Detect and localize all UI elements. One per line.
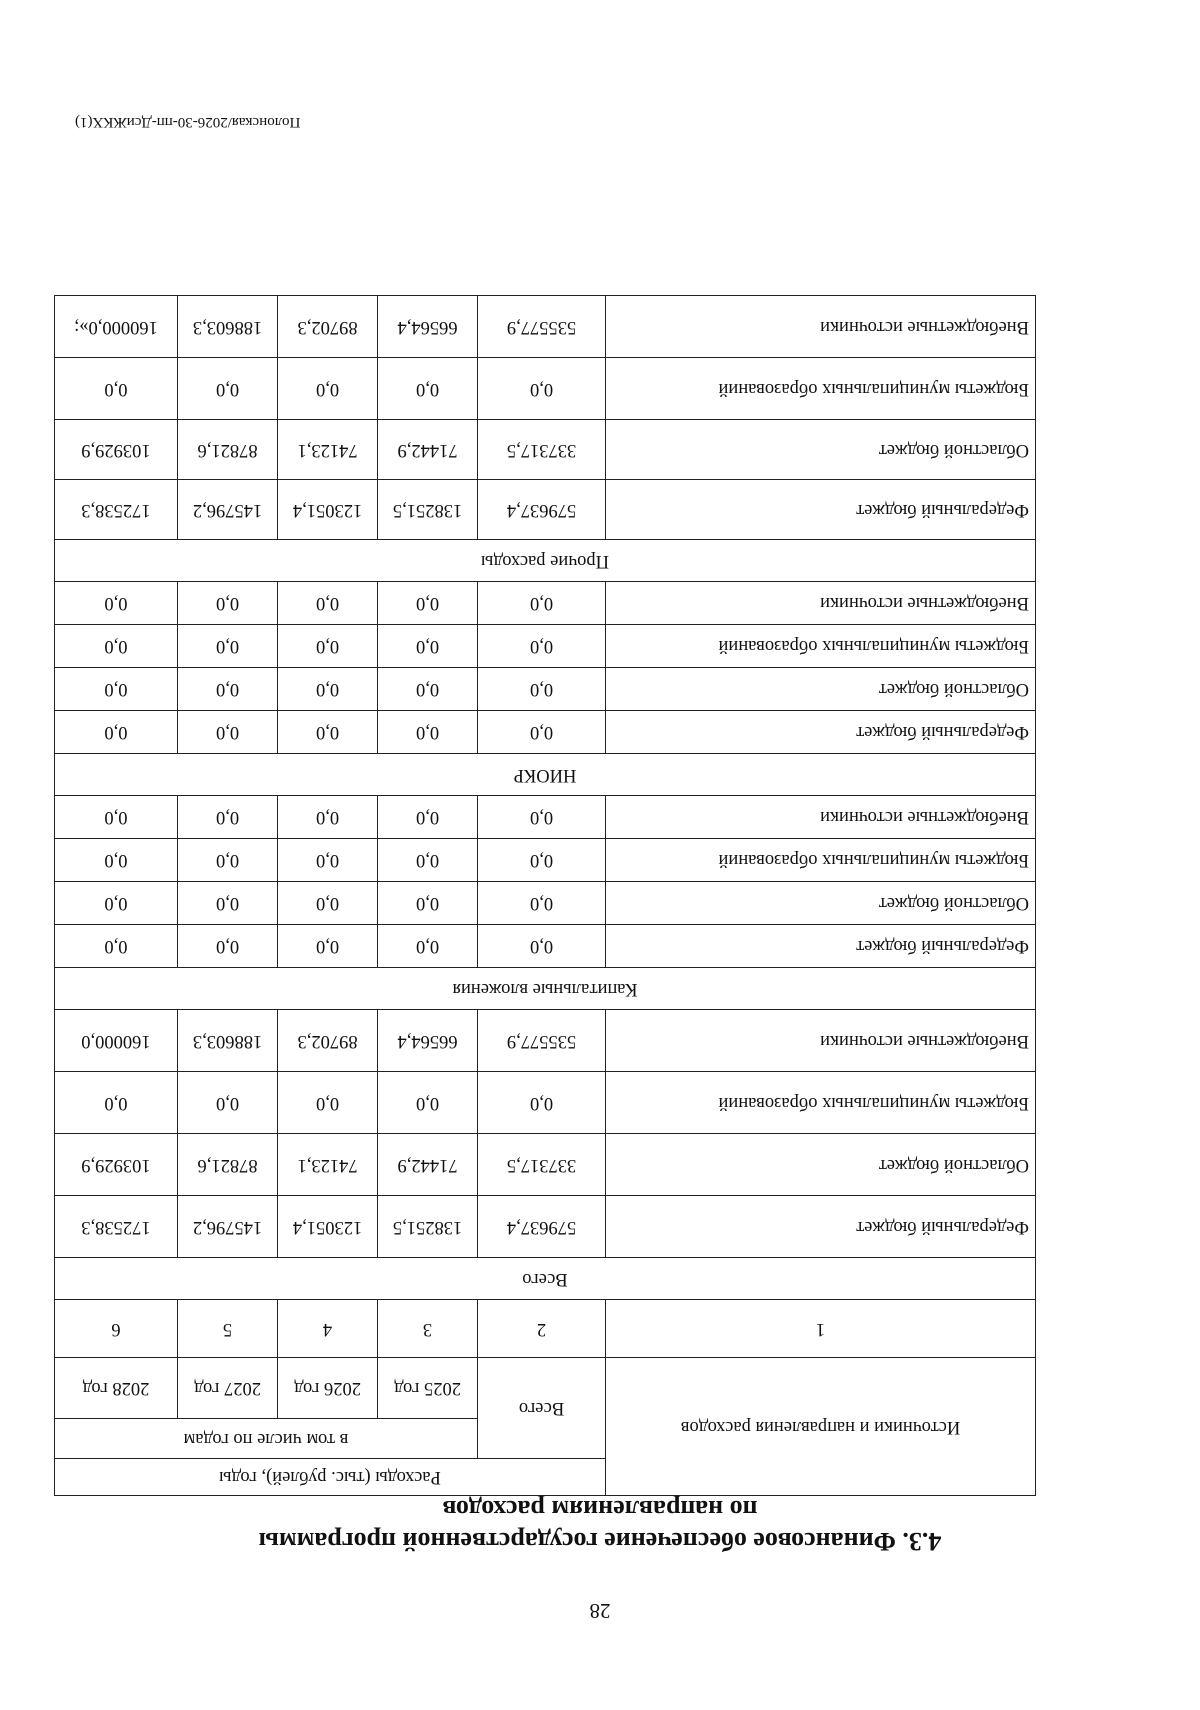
value-cell: 0,0 bbox=[378, 925, 478, 968]
value-cell: 0,0 bbox=[54, 711, 177, 754]
value-cell: 0,0 bbox=[278, 711, 378, 754]
value-cell: 0,0 bbox=[178, 358, 278, 420]
value-cell: 0,0 bbox=[54, 668, 177, 711]
value-cell: 145796,2 bbox=[178, 480, 278, 540]
column-number: 6 bbox=[54, 1300, 177, 1358]
value-cell: 0,0 bbox=[278, 882, 378, 925]
value-cell: 0,0 bbox=[378, 358, 478, 420]
value-cell: 0,0 bbox=[278, 839, 378, 882]
row-label: Внебюджетные источники bbox=[606, 582, 1036, 625]
table-row bbox=[54, 1010, 1035, 1072]
value-cell: 160000,0»; bbox=[54, 296, 177, 358]
value-cell: 188603,3 bbox=[178, 1010, 278, 1072]
value-cell: 0,0 bbox=[378, 711, 478, 754]
value-cell: 0,0 bbox=[378, 839, 478, 882]
table-row bbox=[54, 480, 1035, 540]
value-cell: 0,0 bbox=[54, 582, 177, 625]
row-label: Федеральный бюджет bbox=[606, 480, 1036, 540]
value-cell: 66564,4 bbox=[378, 1010, 478, 1072]
section-title-line-1: 4.3. Финансовое обеспечение государственной программы bbox=[258, 1527, 942, 1556]
value-cell: 0,0 bbox=[178, 668, 278, 711]
value-cell: 0,0 bbox=[378, 1072, 478, 1134]
value-cell: 138251,5 bbox=[378, 1196, 478, 1258]
value-cell: 0,0 bbox=[178, 711, 278, 754]
value-cell: 87821,6 bbox=[178, 420, 278, 480]
value-cell: 103929,9 bbox=[54, 420, 177, 480]
row-label: Областной бюджет bbox=[606, 1134, 1036, 1196]
value-cell: 579637,4 bbox=[478, 480, 606, 540]
value-cell: 0,0 bbox=[54, 925, 177, 968]
value-cell: 0,0 bbox=[278, 925, 378, 968]
value-cell: 0,0 bbox=[278, 358, 378, 420]
value-cell: 0,0 bbox=[54, 796, 177, 839]
row-label: Федеральный бюджет bbox=[606, 925, 1036, 968]
row-label: Внебюджетные источники bbox=[606, 796, 1036, 839]
row-label: Внебюджетные источники bbox=[606, 1010, 1036, 1072]
header-year: 2026 год bbox=[278, 1358, 378, 1419]
header-sources: Источники и направления расходов bbox=[606, 1358, 1036, 1496]
value-cell: 0,0 bbox=[178, 796, 278, 839]
section-row bbox=[54, 968, 1035, 1010]
row-label: Внебюджетные источники bbox=[606, 296, 1036, 358]
value-cell: 172538,3 bbox=[54, 480, 177, 540]
header-total: Всего bbox=[478, 1358, 606, 1459]
table-row bbox=[54, 796, 1035, 839]
financing-table bbox=[54, 295, 1036, 1496]
value-cell: 71442,9 bbox=[378, 1134, 478, 1196]
section-row bbox=[54, 754, 1035, 796]
value-cell: 0,0 bbox=[178, 625, 278, 668]
value-cell: 0,0 bbox=[178, 582, 278, 625]
table-row bbox=[54, 668, 1035, 711]
header-year: 2028 год bbox=[54, 1358, 177, 1419]
table-row bbox=[54, 296, 1035, 358]
value-cell: 188603,3 bbox=[178, 296, 278, 358]
value-cell: 535577,9 bbox=[478, 296, 606, 358]
value-cell: 172538,3 bbox=[54, 1196, 177, 1258]
header-year: 2027 год bbox=[178, 1358, 278, 1419]
document-code: Полонская/2026-30-пп-ДсиЖКХ(1) bbox=[75, 114, 301, 130]
row-label: Бюджеты муниципальных образований bbox=[606, 1072, 1036, 1134]
column-number: 4 bbox=[278, 1300, 378, 1358]
section-title-line-2: по направлениям расходов bbox=[442, 1495, 758, 1524]
table-row bbox=[54, 839, 1035, 882]
value-cell: 0,0 bbox=[178, 882, 278, 925]
header-expenses: Расходы (тыс. рублей), годы bbox=[54, 1459, 605, 1496]
value-cell: 160000,0 bbox=[54, 1010, 177, 1072]
value-cell: 71442,9 bbox=[378, 420, 478, 480]
header-by-years: в том числе по годам bbox=[54, 1419, 477, 1459]
table-row bbox=[54, 625, 1035, 668]
table-row bbox=[54, 582, 1035, 625]
row-label: Бюджеты муниципальных образований bbox=[606, 625, 1036, 668]
column-number: 5 bbox=[178, 1300, 278, 1358]
row-label: Областной бюджет bbox=[606, 420, 1036, 480]
section-title-cell: Капитальные вложения bbox=[54, 968, 1035, 1010]
value-cell: 0,0 bbox=[278, 1072, 378, 1134]
value-cell: 74123,1 bbox=[278, 1134, 378, 1196]
value-cell: 0,0 bbox=[178, 839, 278, 882]
value-cell: 66564,4 bbox=[378, 296, 478, 358]
value-cell: 0,0 bbox=[378, 582, 478, 625]
value-cell: 89702,3 bbox=[278, 1010, 378, 1072]
value-cell: 0,0 bbox=[478, 625, 606, 668]
table-row bbox=[54, 711, 1035, 754]
column-number: 2 bbox=[478, 1300, 606, 1358]
value-cell: 535577,9 bbox=[478, 1010, 606, 1072]
value-cell: 103929,9 bbox=[54, 1134, 177, 1196]
value-cell: 0,0 bbox=[478, 839, 606, 882]
value-cell: 123051,4 bbox=[278, 1196, 378, 1258]
value-cell: 0,0 bbox=[54, 625, 177, 668]
table-row bbox=[54, 420, 1035, 480]
table-row bbox=[54, 1072, 1035, 1134]
value-cell: 138251,5 bbox=[378, 480, 478, 540]
row-label: Областной бюджет bbox=[606, 668, 1036, 711]
section-title-cell: Прочие расходы bbox=[54, 540, 1035, 582]
value-cell: 87821,6 bbox=[178, 1134, 278, 1196]
value-cell: 0,0 bbox=[478, 1072, 606, 1134]
value-cell: 89702,3 bbox=[278, 296, 378, 358]
value-cell: 0,0 bbox=[478, 582, 606, 625]
value-cell: 0,0 bbox=[478, 711, 606, 754]
value-cell: 0,0 bbox=[278, 625, 378, 668]
section-title-cell: НИОКР bbox=[54, 754, 1035, 796]
table-row bbox=[54, 358, 1035, 420]
row-label: Федеральный бюджет bbox=[606, 1196, 1036, 1258]
value-cell: 0,0 bbox=[478, 882, 606, 925]
page-number: 28 bbox=[589, 1599, 611, 1623]
table-row bbox=[54, 925, 1035, 968]
value-cell: 123051,4 bbox=[278, 480, 378, 540]
header-row bbox=[54, 1459, 1035, 1496]
row-label: Бюджеты муниципальных образований bbox=[606, 839, 1036, 882]
value-cell: 0,0 bbox=[54, 882, 177, 925]
value-cell: 0,0 bbox=[378, 882, 478, 925]
value-cell: 337317,5 bbox=[478, 420, 606, 480]
table-row bbox=[54, 1134, 1035, 1196]
value-cell: 0,0 bbox=[478, 358, 606, 420]
table-row bbox=[54, 882, 1035, 925]
value-cell: 74123,1 bbox=[278, 420, 378, 480]
value-cell: 145796,2 bbox=[178, 1196, 278, 1258]
column-number: 1 bbox=[606, 1300, 1036, 1358]
value-cell: 0,0 bbox=[178, 1072, 278, 1134]
value-cell: 0,0 bbox=[378, 668, 478, 711]
value-cell: 0,0 bbox=[54, 839, 177, 882]
section-title bbox=[125, 1493, 1075, 1557]
value-cell: 0,0 bbox=[478, 796, 606, 839]
value-cell: 0,0 bbox=[278, 582, 378, 625]
header-year: 2025 год bbox=[378, 1358, 478, 1419]
table-row bbox=[54, 1196, 1035, 1258]
value-cell: 0,0 bbox=[478, 668, 606, 711]
value-cell: 0,0 bbox=[278, 796, 378, 839]
value-cell: 0,0 bbox=[378, 625, 478, 668]
section-row bbox=[54, 540, 1035, 582]
column-number: 3 bbox=[378, 1300, 478, 1358]
value-cell: 0,0 bbox=[54, 358, 177, 420]
column-numbers-row bbox=[54, 1300, 1035, 1358]
section-title-cell: Всего bbox=[54, 1258, 1035, 1300]
row-label: Федеральный бюджет bbox=[606, 711, 1036, 754]
value-cell: 0,0 bbox=[478, 925, 606, 968]
value-cell: 0,0 bbox=[178, 925, 278, 968]
row-label: Областной бюджет bbox=[606, 882, 1036, 925]
value-cell: 337317,5 bbox=[478, 1134, 606, 1196]
value-cell: 579637,4 bbox=[478, 1196, 606, 1258]
value-cell: 0,0 bbox=[378, 796, 478, 839]
value-cell: 0,0 bbox=[278, 668, 378, 711]
row-label: Бюджеты муниципальных образований bbox=[606, 358, 1036, 420]
value-cell: 0,0 bbox=[54, 1072, 177, 1134]
section-row bbox=[54, 1258, 1035, 1300]
